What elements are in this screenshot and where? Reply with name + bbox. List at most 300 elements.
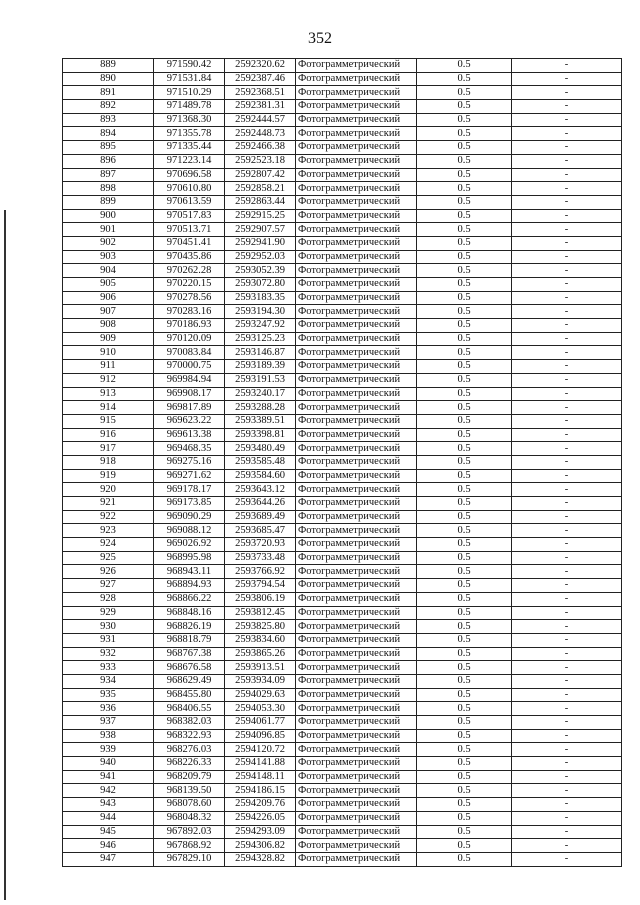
note-cell: - [512,195,622,209]
point-number-cell: 893 [63,113,154,127]
table-row [63,250,622,264]
point-number-cell: 926 [63,565,154,579]
coord-x-cell: 968276.03 [154,743,225,757]
accuracy-cell: 0.5 [417,702,512,716]
note-cell: - [512,483,622,497]
point-number-cell: 908 [63,319,154,333]
point-number-cell: 934 [63,674,154,688]
method-cell: Фотограмметрический [296,182,417,196]
coord-x-cell: 968139.50 [154,784,225,798]
method-cell: Фотограмметрический [296,113,417,127]
coord-y-cell: 2593720.93 [225,538,296,552]
method-cell: Фотограмметрический [296,141,417,155]
coord-x-cell: 968209.79 [154,770,225,784]
method-cell: Фотограмметрический [296,811,417,825]
table-row [63,757,622,771]
table-row [63,291,622,305]
point-number-cell: 923 [63,524,154,538]
coord-x-cell: 970283.16 [154,305,225,319]
accuracy-cell: 0.5 [417,278,512,292]
method-cell: Фотограмметрический [296,250,417,264]
note-cell: - [512,538,622,552]
method-cell: Фотограмметрический [296,332,417,346]
accuracy-cell: 0.5 [417,770,512,784]
coord-x-cell: 971510.29 [154,86,225,100]
method-cell: Фотограмметрический [296,346,417,360]
method-cell: Фотограмметрический [296,154,417,168]
note-cell: - [512,455,622,469]
point-number-cell: 922 [63,510,154,524]
point-number-cell: 910 [63,346,154,360]
coord-x-cell: 968943.11 [154,565,225,579]
accuracy-cell: 0.5 [417,538,512,552]
point-number-cell: 902 [63,236,154,250]
accuracy-cell: 0.5 [417,127,512,141]
note-cell: - [512,592,622,606]
coord-x-cell: 968767.38 [154,647,225,661]
note-cell: - [512,497,622,511]
point-number-cell: 932 [63,647,154,661]
table-row [63,195,622,209]
table-row [63,127,622,141]
accuracy-cell: 0.5 [417,100,512,114]
coord-x-cell: 968382.03 [154,716,225,730]
point-number-cell: 897 [63,168,154,182]
coord-y-cell: 2594226.05 [225,811,296,825]
note-cell: - [512,264,622,278]
accuracy-cell: 0.5 [417,360,512,374]
method-cell: Фотограмметрический [296,661,417,675]
point-number-cell: 920 [63,483,154,497]
point-number-cell: 914 [63,401,154,415]
point-number-cell: 899 [63,195,154,209]
accuracy-cell: 0.5 [417,469,512,483]
accuracy-cell: 0.5 [417,565,512,579]
point-number-cell: 903 [63,250,154,264]
table-row [63,688,622,702]
coord-y-cell: 2594120.72 [225,743,296,757]
point-number-cell: 930 [63,620,154,634]
table-row [63,100,622,114]
point-number-cell: 937 [63,716,154,730]
coord-y-cell: 2593189.39 [225,360,296,374]
note-cell: - [512,72,622,86]
coord-y-cell: 2594148.11 [225,770,296,784]
table-row [63,839,622,853]
accuracy-cell: 0.5 [417,524,512,538]
method-cell: Фотограмметрический [296,59,417,73]
table-row [63,565,622,579]
coord-y-cell: 2593806.19 [225,592,296,606]
coord-y-cell: 2593685.47 [225,524,296,538]
note-cell: - [512,647,622,661]
point-number-cell: 895 [63,141,154,155]
point-number-cell: 913 [63,387,154,401]
note-cell: - [512,209,622,223]
table-row [63,182,622,196]
table-row [63,729,622,743]
note-cell: - [512,606,622,620]
coord-x-cell: 971223.14 [154,154,225,168]
coord-y-cell: 2592466.38 [225,141,296,155]
method-cell: Фотограмметрический [296,729,417,743]
coord-y-cell: 2593191.53 [225,373,296,387]
point-number-cell: 915 [63,414,154,428]
point-number-cell: 901 [63,223,154,237]
note-cell: - [512,305,622,319]
method-cell: Фотограмметрический [296,168,417,182]
point-number-cell: 938 [63,729,154,743]
point-number-cell: 921 [63,497,154,511]
method-cell: Фотограмметрический [296,647,417,661]
margin-bar [4,210,6,900]
method-cell: Фотограмметрический [296,592,417,606]
accuracy-cell: 0.5 [417,852,512,866]
coord-y-cell: 2594061.77 [225,716,296,730]
point-number-cell: 941 [63,770,154,784]
table-row [63,592,622,606]
note-cell: - [512,798,622,812]
accuracy-cell: 0.5 [417,688,512,702]
method-cell: Фотограмметрический [296,784,417,798]
table-row [63,811,622,825]
method-cell: Фотограмметрический [296,373,417,387]
coord-y-cell: 2592381.31 [225,100,296,114]
coord-x-cell: 969088.12 [154,524,225,538]
coord-y-cell: 2593240.17 [225,387,296,401]
point-number-cell: 890 [63,72,154,86]
coord-y-cell: 2593584.60 [225,469,296,483]
coord-y-cell: 2593585.48 [225,455,296,469]
method-cell: Фотограмметрический [296,291,417,305]
method-cell: Фотограмметрический [296,360,417,374]
note-cell: - [512,729,622,743]
table-row [63,852,622,866]
method-cell: Фотограмметрический [296,674,417,688]
table-row [63,551,622,565]
point-number-cell: 916 [63,428,154,442]
accuracy-cell: 0.5 [417,633,512,647]
note-cell: - [512,100,622,114]
coord-x-cell: 970435.86 [154,250,225,264]
accuracy-cell: 0.5 [417,674,512,688]
coord-x-cell: 969178.17 [154,483,225,497]
point-number-cell: 907 [63,305,154,319]
point-number-cell: 919 [63,469,154,483]
coord-x-cell: 969817.89 [154,401,225,415]
method-cell: Фотограмметрический [296,86,417,100]
note-cell: - [512,852,622,866]
coord-x-cell: 968322.93 [154,729,225,743]
table-row [63,209,622,223]
method-cell: Фотограмметрический [296,401,417,415]
note-cell: - [512,387,622,401]
coord-x-cell: 969623.22 [154,414,225,428]
accuracy-cell: 0.5 [417,168,512,182]
table-row [63,332,622,346]
method-cell: Фотограмметрический [296,469,417,483]
table-row [63,579,622,593]
accuracy-cell: 0.5 [417,414,512,428]
coord-x-cell: 968226.33 [154,757,225,771]
method-cell: Фотограмметрический [296,483,417,497]
table-row [63,401,622,415]
point-number-cell: 943 [63,798,154,812]
note-cell: - [512,757,622,771]
coord-x-cell: 967829.10 [154,852,225,866]
accuracy-cell: 0.5 [417,729,512,743]
table-row [63,373,622,387]
method-cell: Фотограмметрический [296,524,417,538]
note-cell: - [512,141,622,155]
coord-x-cell: 967892.03 [154,825,225,839]
note-cell: - [512,154,622,168]
note-cell: - [512,811,622,825]
point-number-cell: 904 [63,264,154,278]
point-number-cell: 925 [63,551,154,565]
note-cell: - [512,373,622,387]
note-cell: - [512,565,622,579]
coord-y-cell: 2593689.49 [225,510,296,524]
accuracy-cell: 0.5 [417,332,512,346]
note-cell: - [512,86,622,100]
coord-x-cell: 968826.19 [154,620,225,634]
point-number-cell: 940 [63,757,154,771]
accuracy-cell: 0.5 [417,510,512,524]
coord-y-cell: 2594209.76 [225,798,296,812]
accuracy-cell: 0.5 [417,592,512,606]
table-row [63,360,622,374]
table-row [63,798,622,812]
method-cell: Фотограмметрический [296,319,417,333]
point-number-cell: 924 [63,538,154,552]
coord-y-cell: 2592907.57 [225,223,296,237]
method-cell: Фотограмметрический [296,195,417,209]
note-cell: - [512,278,622,292]
accuracy-cell: 0.5 [417,442,512,456]
coord-x-cell: 971368.30 [154,113,225,127]
method-cell: Фотограмметрический [296,278,417,292]
point-number-cell: 942 [63,784,154,798]
method-cell: Фотограмметрический [296,538,417,552]
point-number-cell: 911 [63,360,154,374]
note-cell: - [512,414,622,428]
coord-y-cell: 2594096.85 [225,729,296,743]
coord-x-cell: 971335.44 [154,141,225,155]
coord-y-cell: 2593288.28 [225,401,296,415]
note-cell: - [512,291,622,305]
coord-y-cell: 2594306.82 [225,839,296,853]
accuracy-cell: 0.5 [417,154,512,168]
accuracy-cell: 0.5 [417,716,512,730]
accuracy-cell: 0.5 [417,606,512,620]
coord-x-cell: 968676.58 [154,661,225,675]
table-row [63,770,622,784]
point-number-cell: 894 [63,127,154,141]
coord-x-cell: 968048.32 [154,811,225,825]
point-number-cell: 946 [63,839,154,853]
note-cell: - [512,770,622,784]
method-cell: Фотограмметрический [296,825,417,839]
method-cell: Фотограмметрический [296,428,417,442]
method-cell: Фотограмметрический [296,798,417,812]
point-number-cell: 927 [63,579,154,593]
accuracy-cell: 0.5 [417,798,512,812]
accuracy-cell: 0.5 [417,250,512,264]
coord-y-cell: 2594141.88 [225,757,296,771]
table-row [63,661,622,675]
table-row [63,825,622,839]
table-row [63,59,622,73]
accuracy-cell: 0.5 [417,825,512,839]
note-cell: - [512,113,622,127]
accuracy-cell: 0.5 [417,387,512,401]
coord-y-cell: 2594186.15 [225,784,296,798]
table-row [63,469,622,483]
coord-y-cell: 2593247.92 [225,319,296,333]
coord-x-cell: 968818.79 [154,633,225,647]
note-cell: - [512,661,622,675]
point-number-cell: 935 [63,688,154,702]
table-row [63,387,622,401]
coord-y-cell: 2592444.57 [225,113,296,127]
method-cell: Фотограмметрический [296,579,417,593]
table-row [63,168,622,182]
coord-x-cell: 969090.29 [154,510,225,524]
table-row [63,319,622,333]
note-cell: - [512,716,622,730]
table-row [63,86,622,100]
coord-y-cell: 2592807.42 [225,168,296,182]
point-number-cell: 892 [63,100,154,114]
note-cell: - [512,223,622,237]
method-cell: Фотограмметрический [296,387,417,401]
coord-x-cell: 968995.98 [154,551,225,565]
coord-x-cell: 970696.58 [154,168,225,182]
accuracy-cell: 0.5 [417,373,512,387]
coord-x-cell: 968078.60 [154,798,225,812]
accuracy-cell: 0.5 [417,784,512,798]
method-cell: Фотограмметрический [296,414,417,428]
coord-y-cell: 2594293.09 [225,825,296,839]
point-number-cell: 896 [63,154,154,168]
table-row [63,442,622,456]
table-row [63,113,622,127]
method-cell: Фотограмметрический [296,551,417,565]
accuracy-cell: 0.5 [417,346,512,360]
accuracy-cell: 0.5 [417,223,512,237]
accuracy-cell: 0.5 [417,551,512,565]
point-number-cell: 889 [63,59,154,73]
coord-y-cell: 2593146.87 [225,346,296,360]
coord-x-cell: 970278.56 [154,291,225,305]
point-number-cell: 917 [63,442,154,456]
method-cell: Фотограмметрический [296,223,417,237]
note-cell: - [512,524,622,538]
coord-y-cell: 2593934.09 [225,674,296,688]
coord-x-cell: 968406.55 [154,702,225,716]
table-row [63,538,622,552]
table-row [63,702,622,716]
note-cell: - [512,825,622,839]
coord-y-cell: 2593194.30 [225,305,296,319]
method-cell: Фотограмметрический [296,702,417,716]
point-number-cell: 933 [63,661,154,675]
note-cell: - [512,469,622,483]
coord-x-cell: 969908.17 [154,387,225,401]
point-number-cell: 909 [63,332,154,346]
accuracy-cell: 0.5 [417,264,512,278]
table-row [63,346,622,360]
accuracy-cell: 0.5 [417,483,512,497]
coord-y-cell: 2592320.62 [225,59,296,73]
accuracy-cell: 0.5 [417,839,512,853]
coord-y-cell: 2593643.12 [225,483,296,497]
coord-x-cell: 969026.92 [154,538,225,552]
accuracy-cell: 0.5 [417,182,512,196]
table-row [63,154,622,168]
coord-x-cell: 971531.84 [154,72,225,86]
note-cell: - [512,839,622,853]
table-row [63,620,622,634]
method-cell: Фотограмметрический [296,127,417,141]
accuracy-cell: 0.5 [417,86,512,100]
accuracy-cell: 0.5 [417,811,512,825]
coordinates-table [62,58,622,867]
coord-y-cell: 2593794.54 [225,579,296,593]
note-cell: - [512,743,622,757]
method-cell: Фотограмметрический [296,209,417,223]
coord-x-cell: 970220.15 [154,278,225,292]
coord-y-cell: 2593644.26 [225,497,296,511]
note-cell: - [512,633,622,647]
table-row [63,647,622,661]
coord-x-cell: 968629.49 [154,674,225,688]
table-row [63,784,622,798]
accuracy-cell: 0.5 [417,620,512,634]
coord-x-cell: 970083.84 [154,346,225,360]
note-cell: - [512,620,622,634]
coord-y-cell: 2592952.03 [225,250,296,264]
method-cell: Фотограмметрический [296,100,417,114]
point-number-cell: 905 [63,278,154,292]
table-row [63,497,622,511]
accuracy-cell: 0.5 [417,209,512,223]
coord-x-cell: 967868.92 [154,839,225,853]
coord-y-cell: 2593480.49 [225,442,296,456]
table-row [63,305,622,319]
coord-x-cell: 969613.38 [154,428,225,442]
note-cell: - [512,346,622,360]
accuracy-cell: 0.5 [417,455,512,469]
table-row [63,428,622,442]
coord-x-cell: 970517.83 [154,209,225,223]
point-number-cell: 928 [63,592,154,606]
point-number-cell: 912 [63,373,154,387]
coord-x-cell: 970513.71 [154,223,225,237]
note-cell: - [512,784,622,798]
table-row [63,72,622,86]
method-cell: Фотограмметрический [296,497,417,511]
coord-x-cell: 968894.93 [154,579,225,593]
note-cell: - [512,127,622,141]
coord-y-cell: 2592858.21 [225,182,296,196]
table-row [63,633,622,647]
coord-x-cell: 970120.09 [154,332,225,346]
coord-y-cell: 2592915.25 [225,209,296,223]
method-cell: Фотограмметрический [296,72,417,86]
table-row [63,510,622,524]
